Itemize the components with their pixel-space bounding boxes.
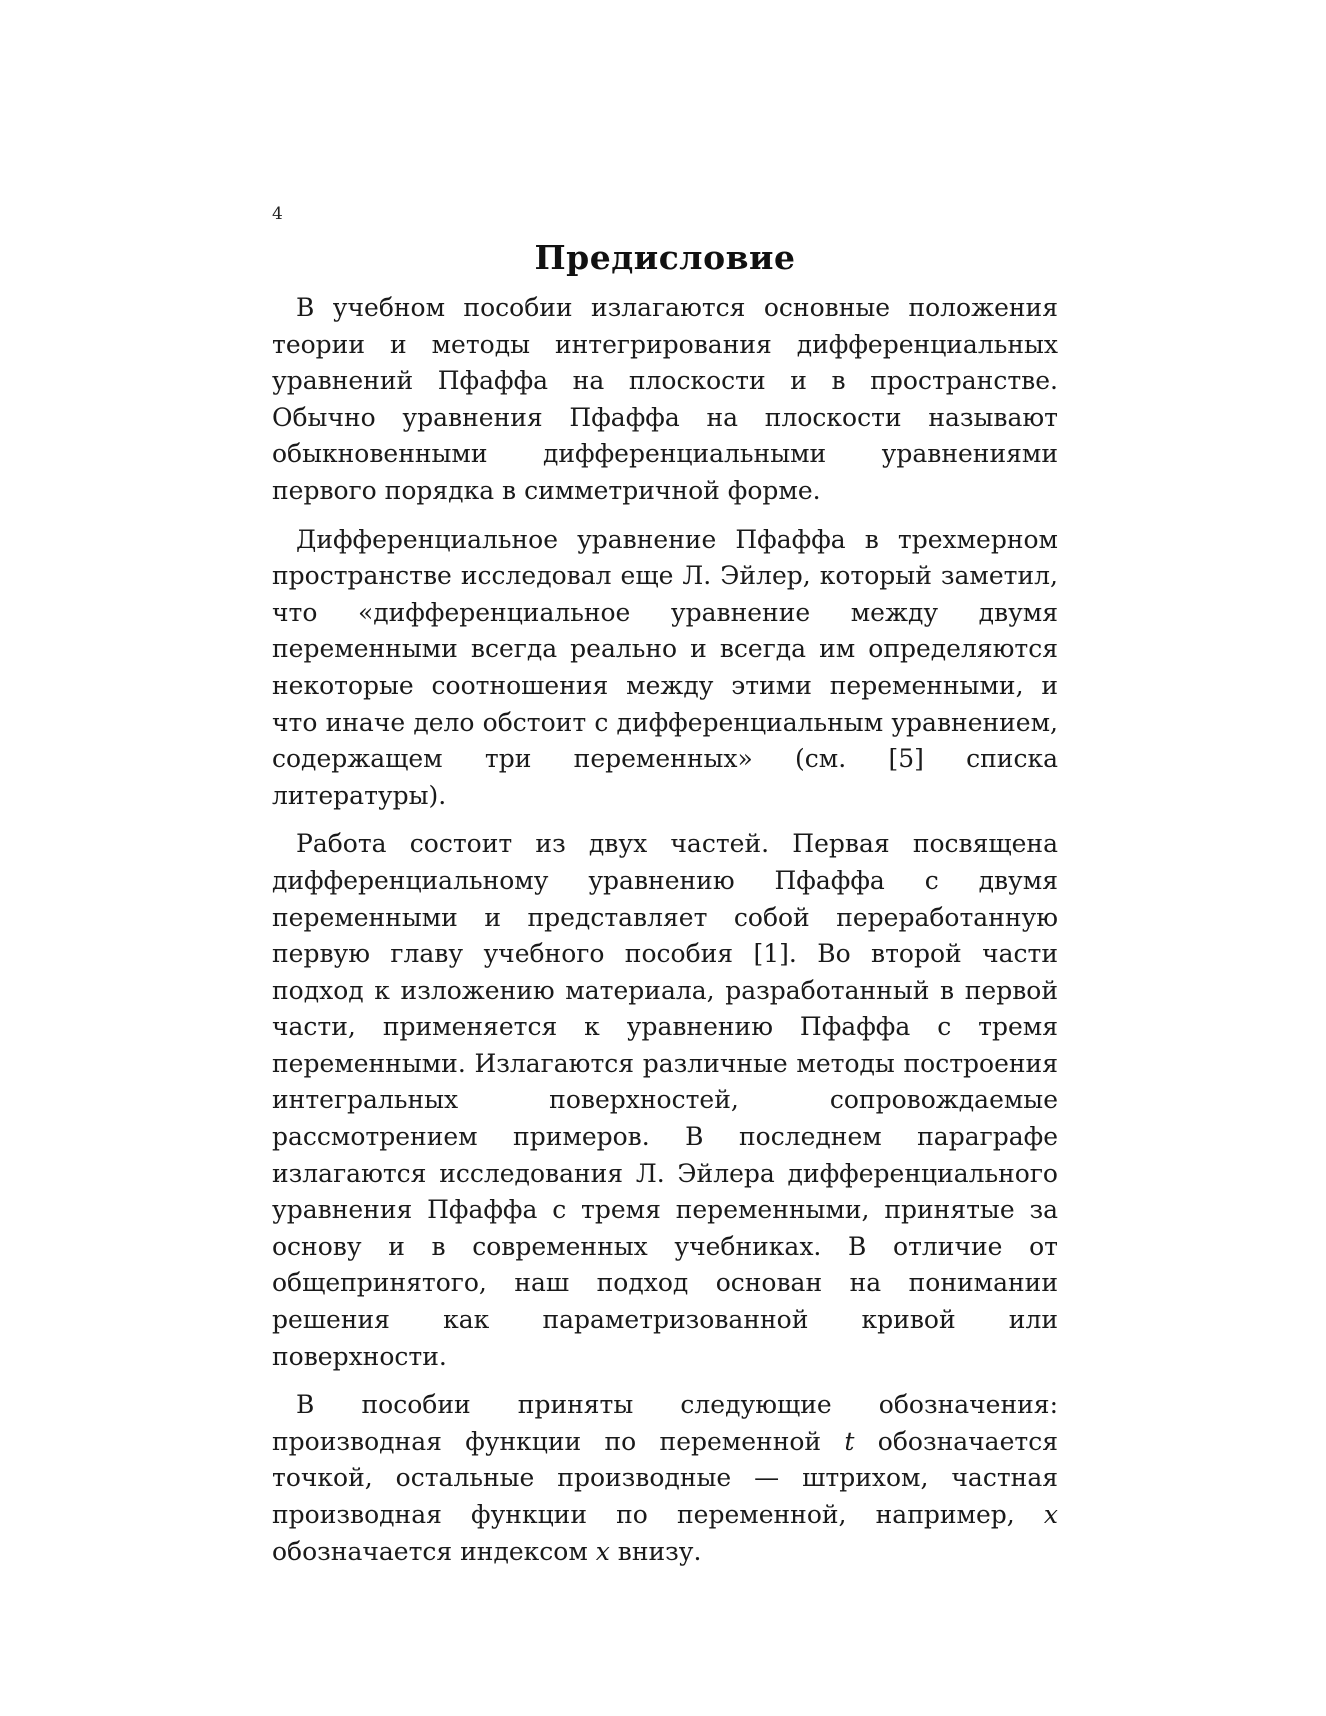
variable-x-index: x [595, 1536, 610, 1566]
variable-t: t [844, 1426, 855, 1456]
page-title: Предисловие [534, 238, 796, 277]
notation-text-1: В пособии приняты следующие обозначения: производная функции по переменной [272, 1390, 1058, 1456]
paragraph-notation [272, 1387, 1058, 1570]
page-number: 4 [272, 204, 283, 224]
preface-body [272, 290, 1058, 1582]
notation-text-2: обозначается точкой, остальные производные — штрихом, частная производная функции по переменной, например, [272, 1426, 1058, 1529]
notation-text-3: обозначается индексом [272, 1536, 596, 1566]
variable-x: x [1043, 1500, 1058, 1529]
paragraph-euler-quote: Дифференциальное уравнение Пфаффа в трехмерном пространстве исследовал еще Л. Эйлер, который заметил, что «дифференциальное уравнение между двумя переменными всегда реально и всегда им определяются некоторые соотношения между этими переменными, и что иначе дело обстоит с дифференциальным уравнением, содержащем три переменных» (см. [5] списка литературы). [272, 524, 1058, 810]
paragraph-intro: В учебном пособии излагаются основные положения теории и методы интегрирования дифференциальных уравнений Пфаффа на плоскости и в пространстве. Обычно уравнения Пфаффа на плоскости называют обыкновенными дифференциальными уравнениями первого порядка в симметричной форме. [272, 293, 1058, 505]
notation-text-4: внизу. [609, 1536, 702, 1566]
paragraph-structure: Работа состоит из двух частей. Первая посвящена дифференциальному уравнению Пфаффа с двумя переменными и представляет собой переработанную первую главу учебного пособия [1]. Во второй части подход к изложению материала, разработанный в первой части, применяется к уравнению Пфаффа с тремя переменными. Излагаются различные методы построения интегральных поверхностей, сопровождаемые рассмотрением примеров. В последнем параграфе излагаются исследования Л. Эйлера дифференциального уравнения Пфаффа с тремя переменными, принятые за основу и в современных учебниках. В отличие от общепринятого, наш подход основан на понимании решения как параметризованной кривой или поверхности. [272, 829, 1058, 1371]
